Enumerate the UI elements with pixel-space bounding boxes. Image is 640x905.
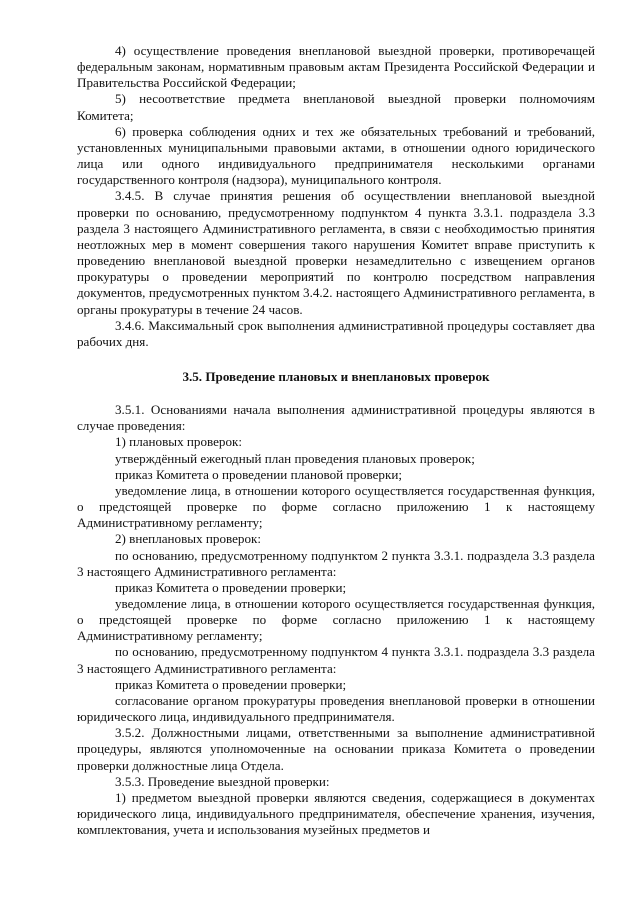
paragraph-3-5-3-item-1: 1) предметом выездной проверки являются сведения, содержащиеся в документах юридического лица, индивидуального предпринимателя, обеспечение хранения, изучения, комплектования, учета и использования музейных предметов и: [77, 789, 595, 838]
paragraph-item-4-violation: 4) осуществление проведения внеплановой выездной проверки, противоречащей федеральным законам, нормативным правовым актам Президента Российской Федерации и Правительства Российской Федерации;: [77, 43, 595, 91]
list-item-planned-order: приказ Комитета о проведении плановой проверки;: [115, 466, 402, 482]
document-body: [77, 43, 595, 838]
list-item-planned-notification: уведомление лица, в отношении которого осуществляется государственная функция, о предстоящей проверке по форме согласно приложению 1 к настоящему Административному регламенту;: [77, 482, 595, 531]
list-item-unplanned-checks: 2) внеплановых проверок:: [115, 531, 262, 547]
list-item-prosecutor-approval: согласование органом прокуратуры проведения внеплановой проверки в отношении юридического лица, индивидуального предпринимателя.: [77, 692, 595, 725]
paragraph-3-4-6: 3.4.6. Максимальный срок выполнения административной процедуры составляет два рабочих дня.: [77, 317, 595, 349]
paragraph-3-5-1: 3.5.1. Основаниями начала выполнения административной процедуры являются в случае проведения:: [77, 402, 595, 434]
list-item-unplanned-notification: уведомление лица, в отношении которого осуществляется государственная функция, о предстоящей проверке по форме согласно приложению 1 к настоящему Административному регламенту;: [77, 596, 595, 644]
list-item-basis-subpoint-4: по основанию, предусмотренному подпунктом 4 пункта 3.3.1. подраздела 3.3 раздела 3 настоящего Административного регламента:: [77, 644, 595, 676]
list-item-unplanned-order-2: приказ Комитета о проведении проверки;: [115, 676, 347, 692]
paragraph-item-6-duplicate-check: 6) проверка соблюдения одних и тех же обязательных требований и требований, установленных муниципальными правовыми актами, в отношении одного юридического лица или одного индивидуального предпринимателя несколькими органами государственного контроля (надзора), муниципального контроля.: [77, 123, 595, 188]
paragraph-3-4-5: 3.4.5. В случае принятия решения об осуществлении внеплановой выездной проверки по основанию, предусмотренному подпунктом 4 пункта 3.3.1. подраздела 3.3 раздела 3 настоящего Административного регламента, в связи с необходимостью принятия неотложных мер в момент совершения такого нарушения Комитет вправе приступить к проведению внеплановой выездной проверки незамедлительно с извещением органов прокуратуры о проведении мероприятий по контролю посредством направления документов, предусмотренных пунктом 3.4.2. настоящего Административного регламента, в органы прокуратуры в течение 24 часов.: [77, 188, 595, 317]
list-item-unplanned-order-1: приказ Комитета о проведении проверки;: [115, 579, 347, 595]
list-item-planned-checks: 1) плановых проверок:: [115, 434, 242, 450]
section-heading-3-5: 3.5. Проведение плановых и внеплановых проверок: [182, 368, 490, 384]
paragraph-item-5-mismatch: 5) несоответствие предмета внеплановой выездной проверки полномочиям Комитета;: [77, 91, 595, 123]
list-item-basis-subpoint-2: по основанию, предусмотренному подпунктом 2 пункта 3.3.1. подраздела 3.3 раздела 3 настоящего Административного регламента:: [77, 547, 595, 579]
list-item-annual-plan: утверждённый ежегодный план проведения плановых проверок;: [115, 450, 475, 466]
paragraph-3-5-2: 3.5.2. Должностными лицами, ответственными за выполнение административной процедуры, являются уполномоченные на основании приказа Комитета о проведении проверки должностные лица Отдела.: [77, 725, 595, 773]
paragraph-3-5-3: 3.5.3. Проведение выездной проверки:: [115, 773, 330, 789]
